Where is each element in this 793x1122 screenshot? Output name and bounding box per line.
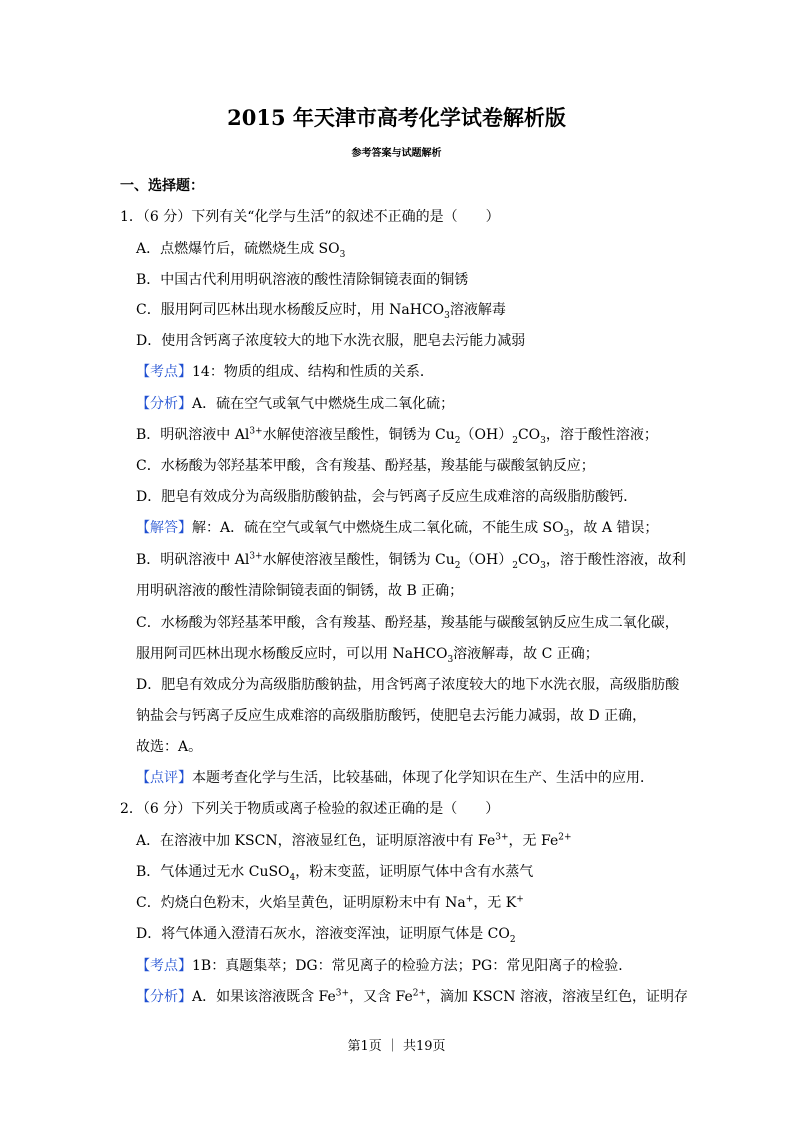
q1-jieda-1: 【解答】解：A．硫在空气或氧气中燃烧生成二氧化硫，不能生成 $SO_3$，故 A 错误； — [136, 520, 659, 539]
q1-fenxi-3: C．水杨酸为邻羟基苯甲酸，含有羧基、酚羟基，羧基能与碳酸氢钠反应； — [136, 458, 595, 474]
q1-jieda-7: 钠盐会与钙离子反应生成难溶的高级脂肪酸钙，使肥皂去污能力减弱，故 D 正确， — [136, 708, 647, 724]
q1-kaodian: 【考点】14：物质的组成、结构和性质的关系． — [136, 364, 434, 380]
q2-option-d: D．将气体通入澄清石灰水，溶液变浑浊，证明原气体是 $CO_2$ — [136, 926, 516, 945]
q2-fenxi: 【分析】A．如果该溶液既含 $Fe^{3+}$，又含 $Fe^{2+}$，滴加 KSCN 溶液，溶液呈红色，证明存 — [136, 988, 688, 1005]
q1-jieda-5: 服用阿司匹林出现水杨酸反应时，可以用 NaHCO$_3$溶液解毒，故 C 正确； — [136, 646, 599, 665]
q1-fenxi-1: 【分析】A．硫在空气或氧气中燃烧生成二氧化硫； — [136, 396, 455, 412]
jieda-tag: 【解答】 — [136, 520, 192, 536]
q1-jieda-3: 用明矾溶液的酸性清除铜镜表面的铜锈，故 B 正确； — [136, 583, 464, 599]
page-subtitle: 参考答案与试题解析 — [351, 148, 442, 159]
page-title: 2015 年天津市高考化学试卷解析版 — [227, 105, 566, 130]
page-footer: 第1页 ｜ 共19页 — [347, 1039, 446, 1054]
q1-jieda-4: C．水杨酸为邻羟基苯甲酸，含有羧基、酚羟基，羧基能与碳酸氢钠反应生成二氧化碳， — [136, 615, 679, 631]
q1-option-d: D．使用含钙离子浓度较大的地下水洗衣服，肥皂去污能力减弱 — [136, 333, 526, 349]
q1-jieda-8: 故选：A。 — [136, 739, 203, 755]
q1-fenxi-4: D．肥皂有效成分为高级脂肪酸钠盐，会与钙离子反应生成难溶的高级脂肪酸钙． — [136, 489, 638, 505]
q1-option-c: C．服用阿司匹林出现水杨酸反应时，用 NaHCO$_3$溶液解毒 — [136, 302, 506, 321]
dianping-tag: 【点评】 — [136, 770, 192, 786]
q1-stem: 1．（6 分）下列有关“化学与生活”的叙述不正确的是（ ） — [120, 209, 500, 225]
q2-stem: 2．（6 分）下列关于物质或离子检验的叙述正确的是（ ） — [120, 801, 500, 817]
section-heading: 一、选择题： — [120, 178, 204, 194]
q2-option-b: B．气体通过无水 CuSO$_4$，粉末变蓝，证明原气体中含有水蒸气 — [136, 864, 534, 883]
q2-option-a: A．在溶液中加 KSCN，溶液显红色，证明原溶液中有 $Fe^{3+}$，无 $Fe^{2+}$ — [136, 832, 572, 849]
fenxi-tag: 【分析】 — [136, 396, 192, 412]
q2-option-c: C．灼烧白色粉末，火焰呈黄色，证明原粉末中有 Na+，无 K+ — [136, 894, 524, 911]
kaodian-tag: 【考点】 — [136, 958, 192, 974]
fenxi-tag: 【分析】 — [136, 989, 192, 1005]
q1-jieda-6: D．肥皂有效成分为高级脂肪酸钠盐，用含钙离子浓度较大的地下水洗衣服，高级脂肪酸 — [136, 677, 680, 693]
q1-option-b: B．中国古代利用明矾溶液的酸性清除铜镜表面的铜锈 — [136, 272, 469, 288]
q1-fenxi-2: B．明矾溶液中 $Al^{3+}$水解使溶液呈酸性，铜锈为 $Cu_2(OH)_2CO_3$，溶于酸性溶液； — [136, 426, 658, 446]
q1-option-a: A．点燃爆竹后，硫燃烧生成 $SO_3$ — [136, 241, 346, 260]
q1-dianping: 【点评】本题考查化学与生活，比较基础，体现了化学知识在生产、生活中的应用． — [136, 770, 654, 786]
kaodian-tag: 【考点】 — [136, 364, 192, 380]
q1-jieda-2: B．明矾溶液中 $Al^{3+}$水解使溶液呈酸性，铜锈为 $Cu_2(OH)_2CO_3$，溶于酸性溶液，故利 — [136, 551, 686, 571]
q2-kaodian: 【考点】1B：真题集萃；DG：常见离子的检验方法；PG：常见阳离子的检验． — [136, 958, 633, 974]
